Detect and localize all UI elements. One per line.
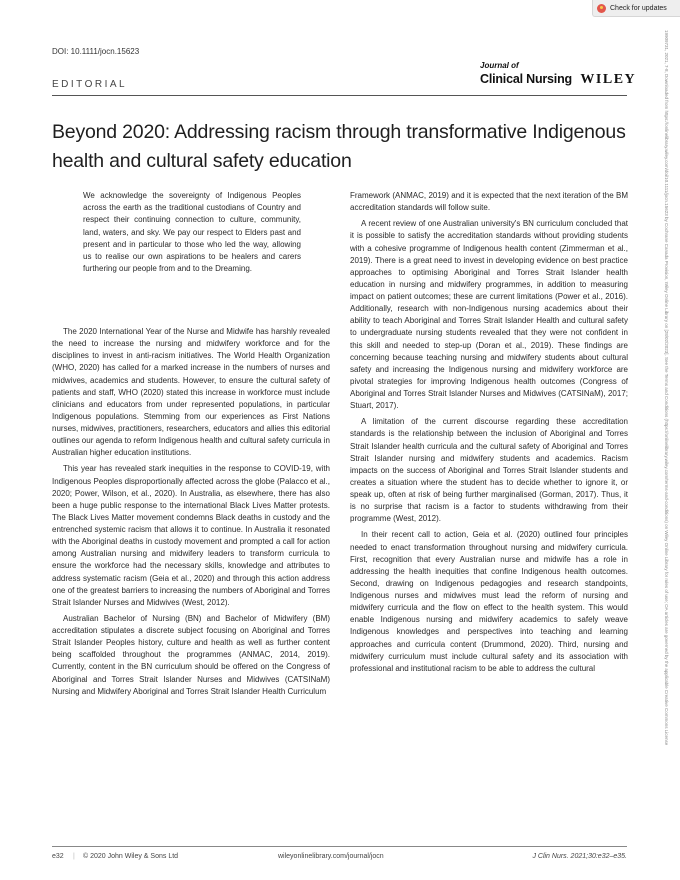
- download-notice-strip: [661, 30, 673, 850]
- footer-separator: |: [73, 853, 75, 860]
- copyright: © 2020 John Wiley & Sons Ltd: [83, 853, 179, 860]
- footer-divider: [52, 846, 627, 847]
- journal-name-prefix: Journal of: [480, 61, 519, 70]
- left-column: [52, 326, 330, 698]
- crossmark-icon: [597, 4, 606, 13]
- journal-logo: [480, 61, 636, 88]
- section-label: EDITORIAL: [52, 79, 128, 90]
- page-number: e32: [52, 853, 64, 860]
- paragraph: This year has revealed stark inequities in the response to COVID-19, with Indigenous Peoples disproportionally affected across the globe (Palacco et al., 2020; Power, Wilson, et al., 2020). In Australia, as elsewhere, there has also been a huge public response to the international Black Lives Matter protests. The Black Lives Matter movement condemns Black deaths in custody and the entrenched systemic racism that allows it to continue. In Australia it resonated with the Aboriginal deaths in custody movement and prompted a call for action among Australian nursing and midwifery leaders to transform curricula to ensure the workforce had the necessary skills, knowledge and attributes to address systematic racism (Geia et al., 2020) and through this action address one of the greatest barriers to increasing the numbers of Aboriginal and Torres Strait Islander Nurses and Midwives (West, 2012).: [52, 464, 330, 607]
- doi-label: DOI: 10.1111/jocn.15623: [52, 47, 140, 56]
- header-divider: [52, 95, 627, 96]
- check-for-updates-label: Check for updates: [610, 4, 667, 12]
- journal-url-link[interactable]: wileyonlinelibrary.com/journal/jocn: [278, 853, 384, 860]
- paragraph: The 2020 International Year of the Nurse and Midwife has harshly revealed the need to increase the nursing and midwifery workforce and for the disciplines to invest in anti-racism initiatives. The World Health Organization (WHO, 2020) has called for a marked increase in the numbers of nurses and midwives, academics and students. However, to ensure the cultural safety of patients and staff, WHO (2020) stated this increase in workforce must include clinicians and educators from under represented populations, in particular Indigenous populations. Stemming from our experiences as First Nations nurses, midwives, practitioners, researchers, educators and allies this editorial outlines our agenda to reform Indigenous health and cultural safety curricula in Australian higher education institutions.: [52, 327, 330, 458]
- publisher-logo: WILEY: [580, 72, 637, 87]
- acknowledgement-of-country: We acknowledge the sovereignty of Indigenous Peoples across the earth as the traditional custodians of Country and respect their continuing connection to culture, community, land, waters, and sky. We pay our respect to Elders past and present and in particular to those who led the way, allowing us to realise our own aspirations to be healers and carers furthering our people from and to the Dreaming.: [83, 191, 301, 274]
- citation: J Clin Nurs. 2021;30:e32–e35.: [532, 853, 627, 860]
- paragraph: A limitation of the current discourse regarding these accreditation standards is the relationship between the inclusion of Aboriginal and Torres Strait Islander health curricula and the cultural safety of Aboriginal and Torres Strait Islander nursing and midwifery students and academics. Racism impacts on the success of Aboriginal and Torres Strait Islander students and creates a situation where the student has to decide whether to ignore it, or speak up, often at risk of being further marginalised (Gorman, 2017). Thus, it is no surprise that racism is a factor to students withdrawing from their programme (West, 2012).: [350, 417, 628, 524]
- journal-name: Clinical Nursing: [480, 72, 572, 86]
- right-column: [350, 190, 628, 675]
- paragraph: Australian Bachelor of Nursing (BN) and Bachelor of Midwifery (BM) accreditation stipulates a discrete subject focusing on Aboriginal and Torres Strait Islander Peoples history, culture and health as well as further content being scaffolded throughout the programmes (ANMAC, 2014, 2019). Currently, content in the BN curriculum should be offered on the Congress of Aboriginal and Torres Strait Islander Nurses and Midwives (CATSINaM) Nursing and Midwifery Aboriginal and Torres Strait Islander Health Curriculum: [52, 613, 330, 696]
- check-for-updates-button[interactable]: [592, 0, 680, 17]
- paragraph: A recent review of one Australian university's BN curriculum concluded that it is possible to satisfy the accreditation standards without providing students with a cohesive programme of Indigenous health content (Zimmerman et al., 2019). There is a great need to invest in developing evidence on best practice approaches to optimising Aboriginal and Torres Strait Islander health education in nursing and midwifery programmes, in addition to measuring impact on patient outcomes; these are current limitations (Power et al., 2016). Additionally, research with non-Indigenous nursing academics about their ability to teach Aboriginal and Torres Strait Islander Health and cultural safety to undergraduate nursing students revealed that they were not confident in this skill and needed to step-up (Doran et al., 2019). These findings are concerning because teaching nursing and midwifery students about cultural safety and increasing the Indigenous nursing and midwifery workforce are pivotal strategies for improving Indigenous health outcomes (Congress of Aboriginal and Torres Strait Islander Nurses and Midwives (CATSINaM), 2017; Stuart, 2017).: [350, 219, 628, 411]
- paragraph: In their recent call to action, Geia et al. (2020) outlined four principles needed to enact transformation throughout nursing and midwifery curricula. First, recognition that every Australian nurse and midwife has a role in addressing the health inequities that confine Indigenous health outcomes. Second, drawing on Indigenous pedagogies and research standpoints, Indigenous nurses and midwives must lead the reform of nursing and midwifery curricula and the flow on effect to the health system. This would enable Indigenous nursing and midwifery academics to safely weave Indigenous knowledges and perspectives into teaching and learning approaches and curricula content (Drummond, 2020). Third, nursing and midwifery curriculum must include cultural safety and its association with professional and institutional racism to be able to address the cultural: [350, 530, 628, 673]
- article-title: Beyond 2020: Addressing racism through transformative Indigenous health and cultural safety education: [52, 121, 626, 172]
- download-notice-text: 19909731, 2021, 7-8, Downloaded from https://onlinelibrary.wiley.com/doi/10.1111/jocn.15623 by Cochrane Canada Provision, Wiley Online Library on [28/02/2023]. See the Terms and Conditions (https://onlinelibrary.wiley.com/terms-and-conditions) on Wiley Online Library for rules of use; OA articles are governed by the applicable Creative Commons License: [664, 30, 669, 746]
- paragraph: Framework (ANMAC, 2019) and it is expected that the next iteration of the BM accreditation standards will follow suite.: [350, 191, 628, 213]
